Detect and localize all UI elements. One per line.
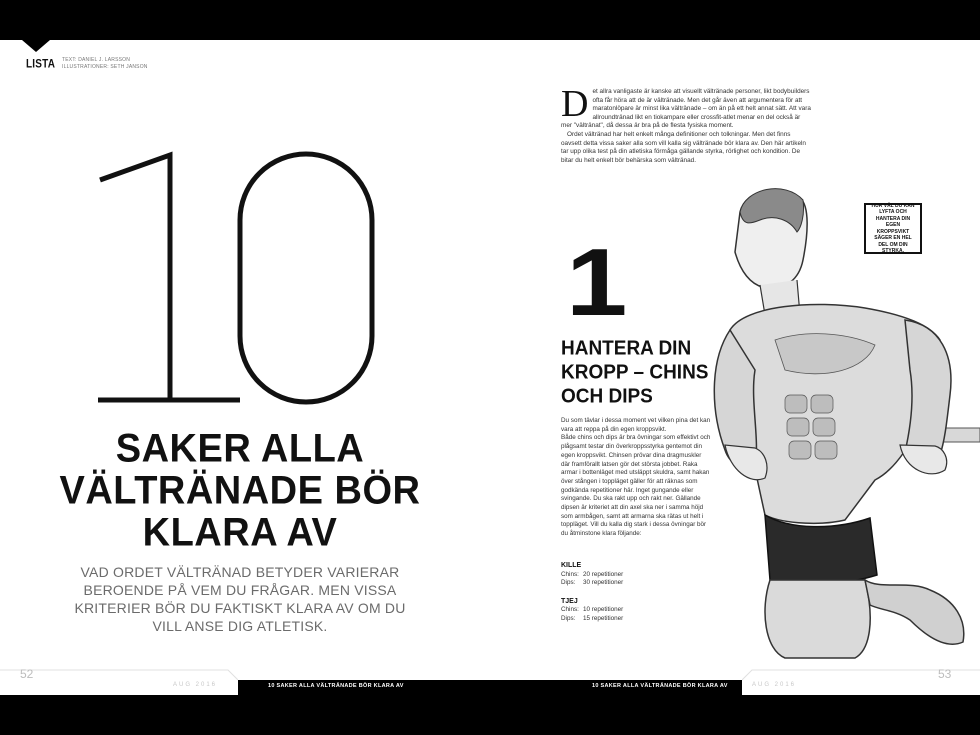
main-title-line: SAKER ALLA <box>115 426 365 472</box>
intro-paragraph: Ordet vältränad har helt enkelt många definitioner och tolkningar. Men det finns oavsett detta vissa saker alla som vill kalla sig vältränade bör klara av. Den här artikeln tar upp olika test på din atletiska förmåga gällande styrka, rörlighet och kondition. De bitar du helt enkelt bör behärska som vältränad. <box>561 130 806 164</box>
credits <box>62 57 148 71</box>
results-row <box>561 571 711 580</box>
page-number-left: 52 <box>20 667 34 681</box>
item-title-line: HANTERA DIN <box>561 337 692 360</box>
results-group-label: TJEJ <box>561 597 578 605</box>
footer <box>0 658 980 695</box>
issue-date-right: AUG 2016 <box>752 682 797 688</box>
results-group <box>561 562 711 588</box>
item-body <box>561 417 711 539</box>
results-value: 10 repetitioner <box>583 606 624 613</box>
results-value: 30 repetitioner <box>583 579 624 586</box>
item-body-paragraph: Du som tävlar i dessa moment vet vilken pina det kan vara att reppa på din egen kroppsvikt. <box>561 417 711 433</box>
credit-text: TEXT: DANIEL J. LARSSON <box>62 57 131 63</box>
item-title-line: OCH DIPS <box>561 385 653 408</box>
item-title <box>561 336 726 408</box>
running-title-right: 10 SAKER ALLA VÄLTRÄNADE BÖR KLARA AV <box>592 683 728 689</box>
results-group <box>561 598 711 624</box>
results-key: Dips: <box>561 579 576 586</box>
item-title-line: KROPP – CHINS <box>561 361 709 384</box>
footer-rule-left <box>0 666 238 695</box>
results-row <box>561 579 711 588</box>
magazine-spread <box>0 40 980 695</box>
subtitle: VAD ORDET VÄLTRÄNAD BETYDER VARIERAR BEROENDE PÅ VEM DU FRÅGAR. MEN VISSA KRITERIER BÖR DU FAKTISKT KLARA AV OM DU VILL ANSE DIG ATLETISK. <box>74 564 406 634</box>
big-number-10 <box>90 150 390 410</box>
results-key: Dips: <box>561 614 576 622</box>
main-title <box>30 428 450 554</box>
results <box>561 562 711 623</box>
results-group-label: KILLE <box>561 562 582 569</box>
intro-text <box>561 83 811 165</box>
item-number: 1 <box>566 229 628 336</box>
intro-paragraph: et allra vanligaste är kanske att visuellt vältränade personer, likt bodybuilders ofta får höra att de är vältränade. Men det går även att argumentera för att maratonlöpare är minst lika vältränade – om än på ett helt annat sätt. Att vara allroundtränad likt en tiokampare eller crossfit-atlet menar en del också är mer "vältränat", då dessa är bra på de flesta fysiska moment. <box>561 88 811 130</box>
main-title-line: VÄLTRÄNADE BÖR <box>59 468 421 514</box>
results-value: 15 repetitioner <box>583 614 624 622</box>
corner-tab <box>22 40 50 52</box>
credit-illustration: ILLUSTRATIONER: SETH JANSON <box>62 64 148 70</box>
results-row <box>561 606 711 615</box>
callout-box: HUR VÄL DU KAN LYFTA OCH HANTERA DIN EGEN KROPPSVIKT SÄGER EN HEL DEL OM DIN STYRKA. <box>864 203 922 254</box>
results-value: 20 repetitioner <box>583 570 624 578</box>
section-label: LISTA <box>26 58 56 71</box>
issue-date-left: AUG 2016 <box>173 682 218 688</box>
results-key: Chins: <box>561 606 579 613</box>
dips-athlete-illustration <box>705 180 980 660</box>
drop-cap: D <box>561 83 589 125</box>
item-body-paragraph: Både chins och dips är bra övningar som effektivt och plågsamt testar din överkroppsstyrka gentemot din egen kroppsvikt. Chinsen prövar dina dragmuskler där framförallt latsen gör det största jobbet. Raka armar i bottenläget med utsläppt skuldra, samt hakan över stången i toppläget gäller för att räknas som godkända repetitioner här. Inget gungande eller svingande. Du ska rakt upp och rakt ner. Gällande dipsen är kriteriet att din axel ska ner i samma höjd som armbågen, samt att armarna ska rätas ut helt i toppläget. Vill du kalla dig stark i dessa övningar bör du åtminstone klara följande: <box>561 434 711 538</box>
page-number-right: 53 <box>938 667 952 681</box>
main-title-line: KLARA AV <box>142 510 338 556</box>
results-row <box>561 615 711 624</box>
running-title-left: 10 SAKER ALLA VÄLTRÄNADE BÖR KLARA AV <box>268 683 404 689</box>
results-key: Chins: <box>561 570 579 578</box>
